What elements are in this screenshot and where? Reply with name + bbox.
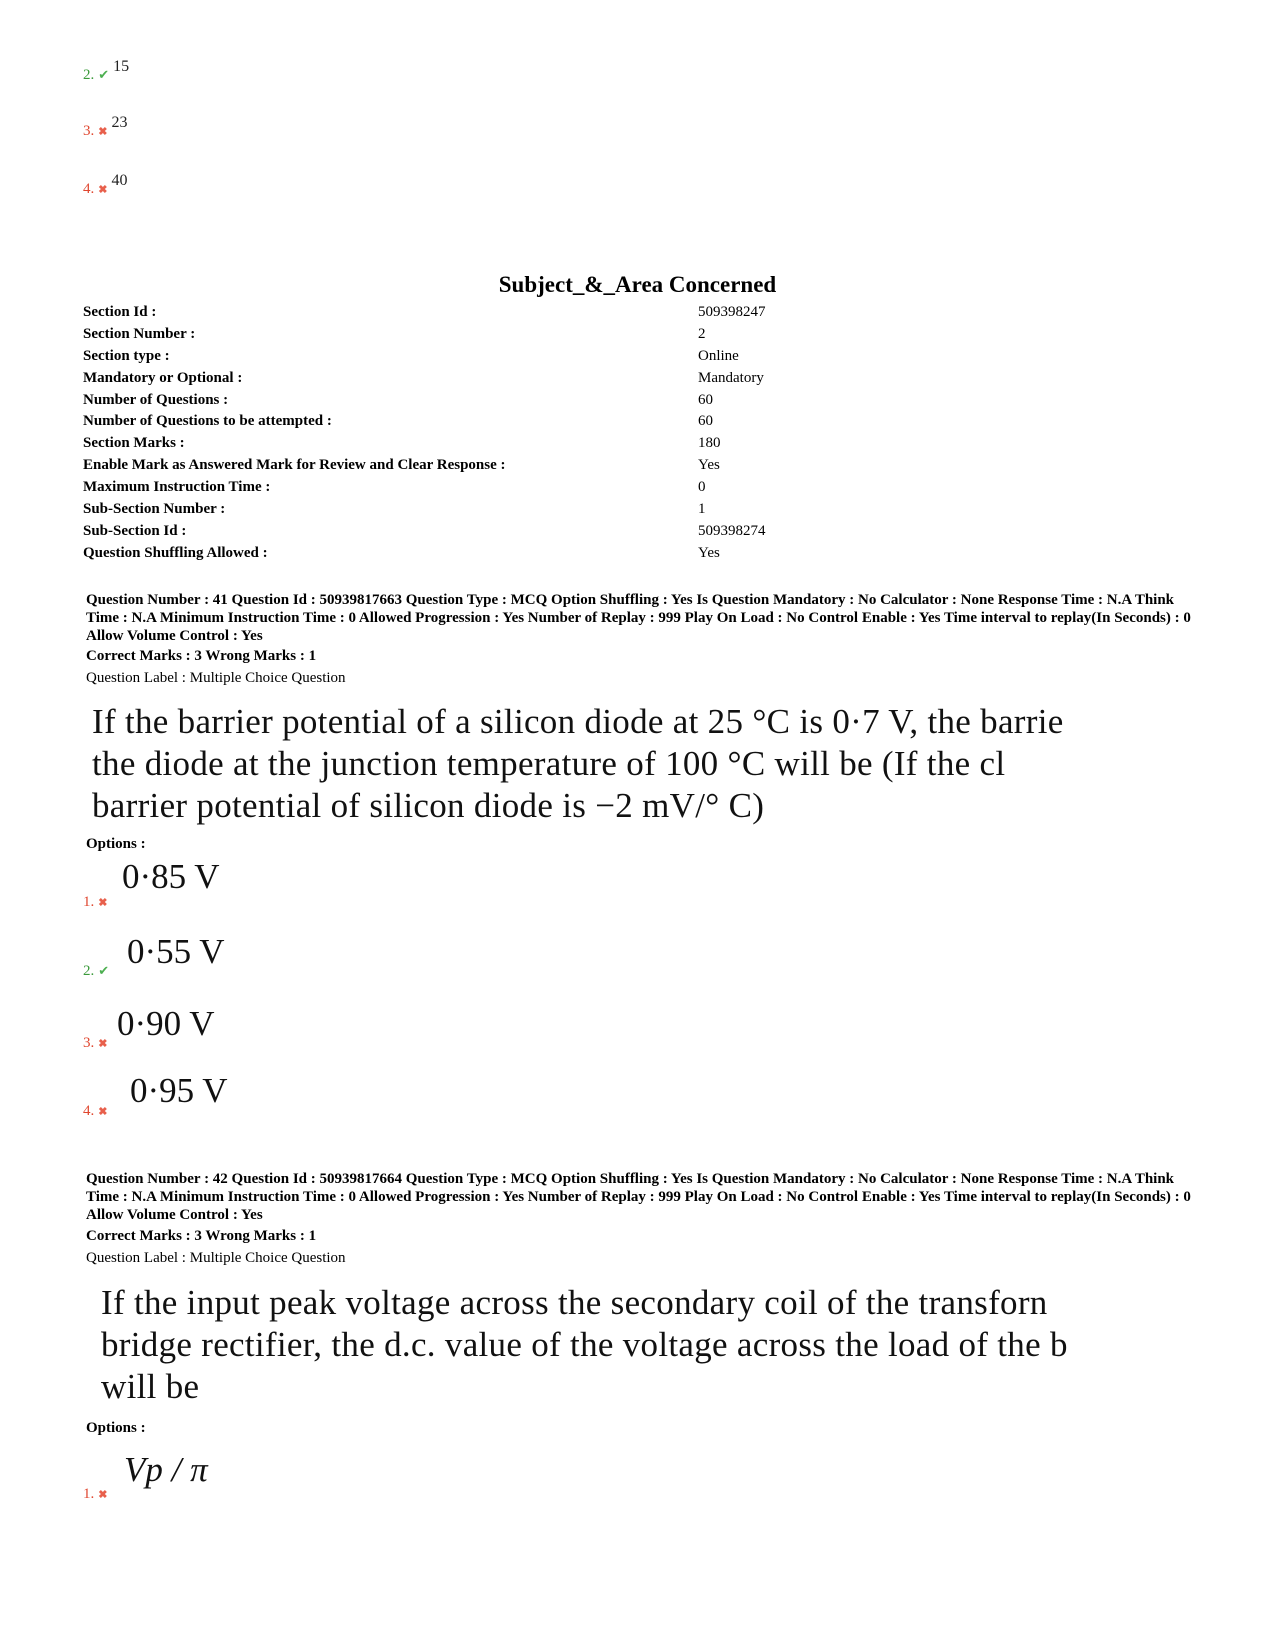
row-label: Number of Questions : xyxy=(83,392,229,408)
row-value: 509398274 xyxy=(698,523,766,539)
row-value: 1 xyxy=(698,501,706,517)
section-row xyxy=(83,479,1183,501)
row-label: Number of Questions to be attempted : xyxy=(83,413,332,429)
section-row xyxy=(83,348,1183,370)
option-marker xyxy=(83,1485,107,1503)
row-value: 180 xyxy=(698,435,721,451)
row-value: Mandatory xyxy=(698,370,764,386)
question-meta: Question Number : 42 Question Id : 50939817664 Question Type : MCQ Option Shuffling : Yes Is Question Mandatory : No Calculator : None Response Time : N.A Think Time : N.A Minimum Instruction Time : 0 Allowed Progression : Yes Number of Replay : 999 Play On Load : No Control Enable : Yes Time interval to replay(In Seconds) : 0 Allow Volume Control : Yes xyxy=(86,1171,1191,1223)
question-marks: Correct Marks : 3 Wrong Marks : 1 xyxy=(86,1228,317,1244)
cross-icon: ✖ xyxy=(98,1038,108,1050)
option-number: 1. xyxy=(83,1486,95,1502)
row-value: Online xyxy=(698,348,739,364)
option-number: 2. xyxy=(83,963,95,979)
row-value: 60 xyxy=(698,392,713,408)
option-number: 4. xyxy=(83,1103,95,1119)
cross-icon: ✖ xyxy=(98,184,108,196)
row-label: Mandatory or Optional : xyxy=(83,370,243,386)
option-value: 0·85 V xyxy=(122,857,220,896)
section-title: Subject_&_Area Concerned xyxy=(498,272,777,297)
option-number: 2. xyxy=(83,67,95,83)
row-label: Question Shuffling Allowed : xyxy=(83,545,268,561)
row-label: Maximum Instruction Time : xyxy=(83,479,271,495)
question-text-line: If the barrier potential of a silicon diode at 25 °C is 0·7 V, the barrie xyxy=(92,702,1064,741)
question-meta: Question Number : 41 Question Id : 50939817663 Question Type : MCQ Option Shuffling : Yes Is Question Mandatory : No Calculator : None Response Time : N.A Think Time : N.A Minimum Instruction Time : 0 Allowed Progression : Yes Number of Replay : 999 Play On Load : No Control Enable : Yes Time interval to replay(In Seconds) : 0 Allow Volume Control : Yes xyxy=(86,592,1191,644)
option-number: 3. xyxy=(83,1035,95,1051)
section-row xyxy=(83,304,1183,326)
section-row xyxy=(83,413,1183,435)
section-row xyxy=(83,457,1183,479)
row-value: 60 xyxy=(698,413,713,429)
question-text-line: the diode at the junction temperature of 100 °C will be (If the cl xyxy=(92,744,1006,783)
section-row xyxy=(83,545,1183,567)
options-label: Options : xyxy=(86,836,146,852)
row-value: 0 xyxy=(698,479,706,495)
question-marks: Correct Marks : 3 Wrong Marks : 1 xyxy=(86,648,317,664)
question-text xyxy=(101,1282,1217,1408)
row-value: Yes xyxy=(698,457,720,473)
option-item xyxy=(83,172,128,198)
row-label: Sub-Section Id : xyxy=(83,523,187,539)
option-value: 15 xyxy=(113,58,130,75)
check-icon: ✔ xyxy=(98,67,110,82)
option-marker xyxy=(83,1034,107,1052)
option-value: 0·95 V xyxy=(130,1071,228,1110)
cross-icon: ✖ xyxy=(98,897,108,909)
section-row xyxy=(83,501,1183,523)
row-label: Section Marks : xyxy=(83,435,185,451)
option-value: 23 xyxy=(111,114,128,131)
cross-icon: ✖ xyxy=(98,1489,108,1501)
question-label: Question Label : Multiple Choice Question xyxy=(86,670,346,686)
row-label: Section Number : xyxy=(83,326,196,342)
options-label: Options : xyxy=(86,1420,146,1436)
section-row xyxy=(83,326,1183,348)
option-value: 0·90 V xyxy=(117,1004,215,1043)
option-number: 1. xyxy=(83,894,95,910)
cross-icon: ✖ xyxy=(98,1106,108,1118)
section-row xyxy=(83,370,1183,392)
question-text-line: will be xyxy=(101,1367,200,1406)
option-value: Vp / π xyxy=(124,1450,208,1489)
section-row xyxy=(83,435,1183,457)
option-number: 4. xyxy=(83,181,95,197)
row-label: Sub-Section Number : xyxy=(83,501,226,517)
question-text-line: barrier potential of silicon diode is −2 mV/° C) xyxy=(92,786,765,825)
cross-icon: ✖ xyxy=(98,126,108,138)
row-label: Enable Mark as Answered Mark for Review and Clear Response : xyxy=(83,457,506,473)
check-icon: ✔ xyxy=(98,963,110,978)
row-label: Section Id : xyxy=(83,304,157,320)
question-text-line: bridge rectifier, the d.c. value of the voltage across the load of the b xyxy=(101,1325,1068,1364)
option-number: 3. xyxy=(83,123,95,139)
question-text xyxy=(92,701,1217,827)
option-marker xyxy=(83,962,109,980)
option-item xyxy=(83,58,130,84)
row-label: Section type : xyxy=(83,348,170,364)
option-value: 40 xyxy=(111,172,128,189)
row-value: 2 xyxy=(698,326,706,342)
question-label: Question Label : Multiple Choice Question xyxy=(86,1250,346,1266)
row-value: Yes xyxy=(698,545,720,561)
section-row xyxy=(83,523,1183,545)
option-item xyxy=(83,114,128,140)
section-row xyxy=(83,392,1183,414)
row-value: 509398247 xyxy=(698,304,766,320)
question-text-line: If the input peak voltage across the secondary coil of the transforn xyxy=(101,1283,1048,1322)
option-marker xyxy=(83,1102,107,1120)
option-marker xyxy=(83,893,107,911)
option-value: 0·55 V xyxy=(127,932,225,971)
